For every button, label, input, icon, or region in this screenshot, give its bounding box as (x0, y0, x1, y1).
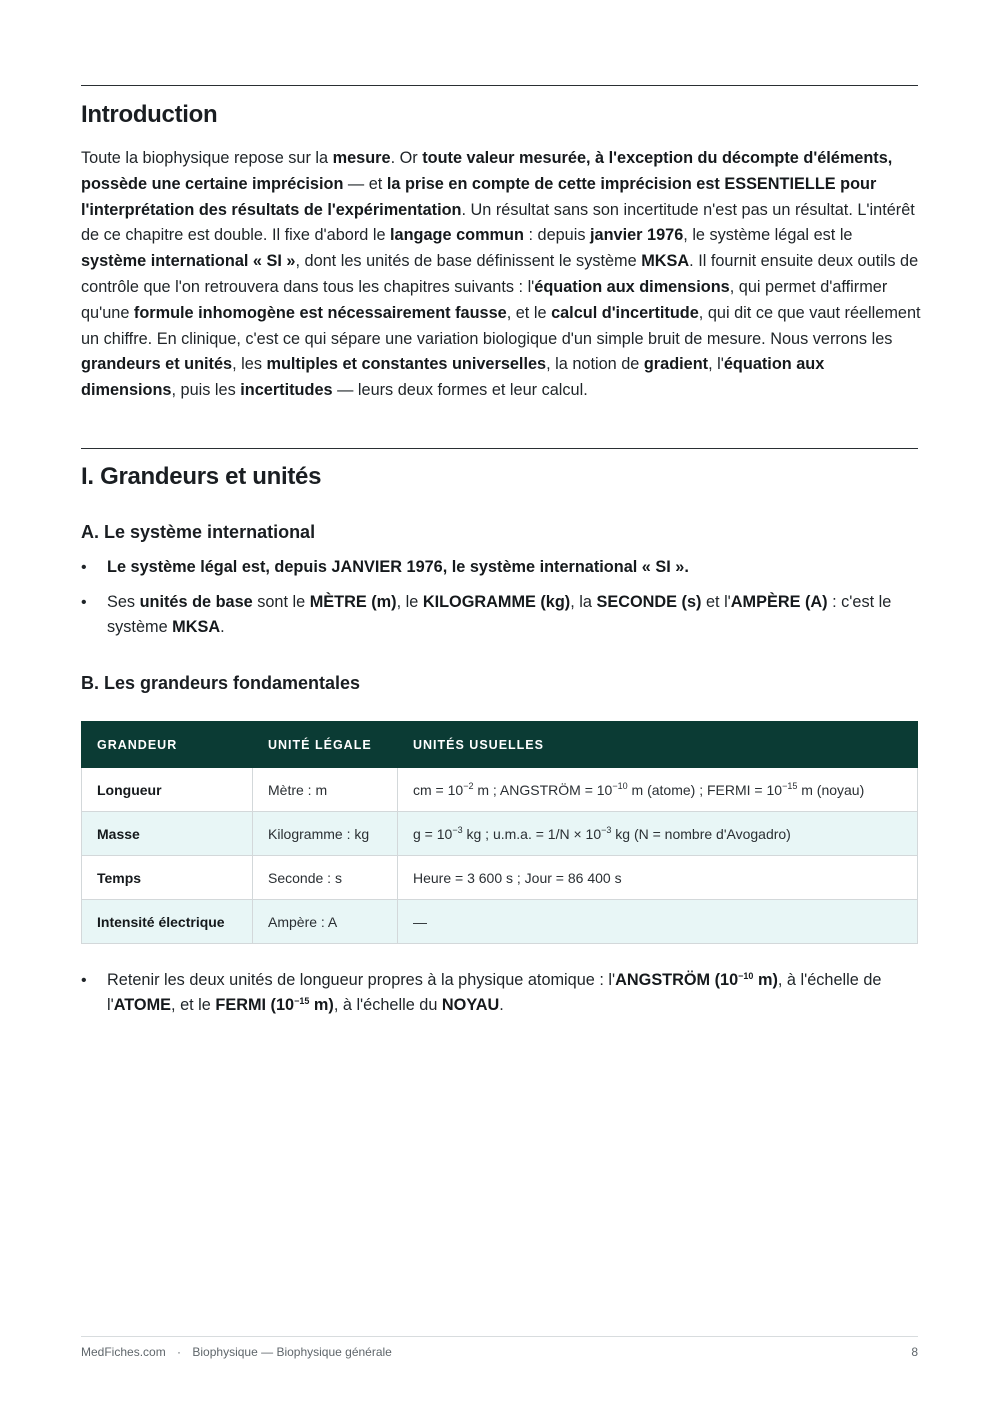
table-note-list (81, 968, 918, 1018)
page-footer (81, 1336, 918, 1359)
table-row (82, 768, 918, 812)
intro-paragraph: Toute la biophysique repose sur la mesure. Or toute valeur mesurée, à l'exception du décompte d'éléments, possède une certaine imprécision — et la prise en compte de cette imprécision est ESSENTIELLE pour l'interprétation des résultats de l'expérimentation. Un résultat sans son incertitude n'est pas un résultat. L'intérêt de ce chapitre est double. Il fixe d'abord le langage commun : depuis janvier 1976, le système légal est le système international « SI », dont les unités de base définissent le système MKSA. Il fournit ensuite deux outils de contrôle que l'on retrouvera dans tous les chapitres suivants : l'équation aux dimensions, qui permet d'affirmer qu'une formule inhomogène est nécessairement fausse, et le calcul d'incertitude, qui dit ce que vaut réellement un chiffre. En clinique, c'est ce qui sépare une variation biologique d'un simple bruit de mesure. Nous verrons les grandeurs et unités, les multiples et constantes universelles, la notion de gradient, l'équation aux dimensions, puis les incertitudes — leurs deux formes et leur calcul. (81, 149, 921, 400)
subsection-a-title: A. Le système international (81, 522, 316, 542)
table-header-row (82, 722, 918, 768)
intro-divider (81, 85, 918, 86)
bullet-icon: • (81, 559, 87, 576)
grandeur-cell: Longueur (82, 768, 253, 812)
subsection-a-list (81, 555, 918, 640)
table-row (82, 812, 918, 856)
section1-divider (81, 448, 918, 449)
column-header: UNITÉS USUELLES (398, 722, 918, 768)
list-item: • Le système légal est, depuis JANVIER 1976, le système international « SI ». (81, 555, 918, 580)
footer-separator: · (177, 1345, 182, 1359)
page-number: 8 (911, 1345, 918, 1359)
subsection-b-title: B. Les grandeurs fondamentales (81, 673, 361, 693)
grandeurs-table (81, 721, 918, 944)
footer-course: Biophysique — Biophysique générale (192, 1345, 392, 1359)
table-row (82, 900, 918, 944)
unite-cell: Kilogramme : kg (253, 812, 398, 856)
grandeur-cell: Intensité électrique (82, 900, 253, 944)
usuelles-cell: cm = $10^{-2}$ m ; ANGSTRÖM = $10^{-10}$ m (atome) ; FERMI = $10^{-15}$ m (noyau) (398, 768, 918, 812)
section1-title: I. Grandeurs et unités (81, 463, 322, 490)
unite-cell: Ampère : A (253, 900, 398, 944)
bullet-icon: • (81, 594, 87, 611)
list-item: • Retenir les deux unités de longueur propres à la physique atomique : l'ANGSTRÖM ($10^{-10}$ m), à l'échelle de l'ATOME, et le FERMI ($10^{-15}$ m), à l'échelle du NOYAU. (81, 968, 918, 1018)
bullet-icon: • (81, 972, 87, 989)
table-row (82, 856, 918, 900)
intro-title: Introduction (81, 101, 218, 128)
grandeur-cell: Temps (82, 856, 253, 900)
unite-cell: Seconde : s (253, 856, 398, 900)
list-item: • Ses unités de base sont le MÈTRE (m), le KILOGRAMME (kg), la SECONDE (s) et l'AMPÈRE (A) : c'est le système MKSA. (81, 590, 918, 640)
usuelles-cell: Heure = 3 600 s ; Jour = 86 400 s (398, 856, 918, 900)
usuelles-cell: $g = 10^{-3}$ kg ; u.m.a. = $1/N \times 10^{-3}$ kg (N = nombre d'Avogadro) (398, 812, 918, 856)
grandeur-cell: Masse (82, 812, 253, 856)
footer-site: MedFiches.com (81, 1345, 166, 1359)
unite-cell: Mètre : m (253, 768, 398, 812)
column-header: GRANDEUR (82, 722, 253, 768)
usuelles-cell: — (398, 900, 918, 944)
footer-text (81, 1345, 392, 1359)
column-header: UNITÉ LÉGALE (253, 722, 398, 768)
